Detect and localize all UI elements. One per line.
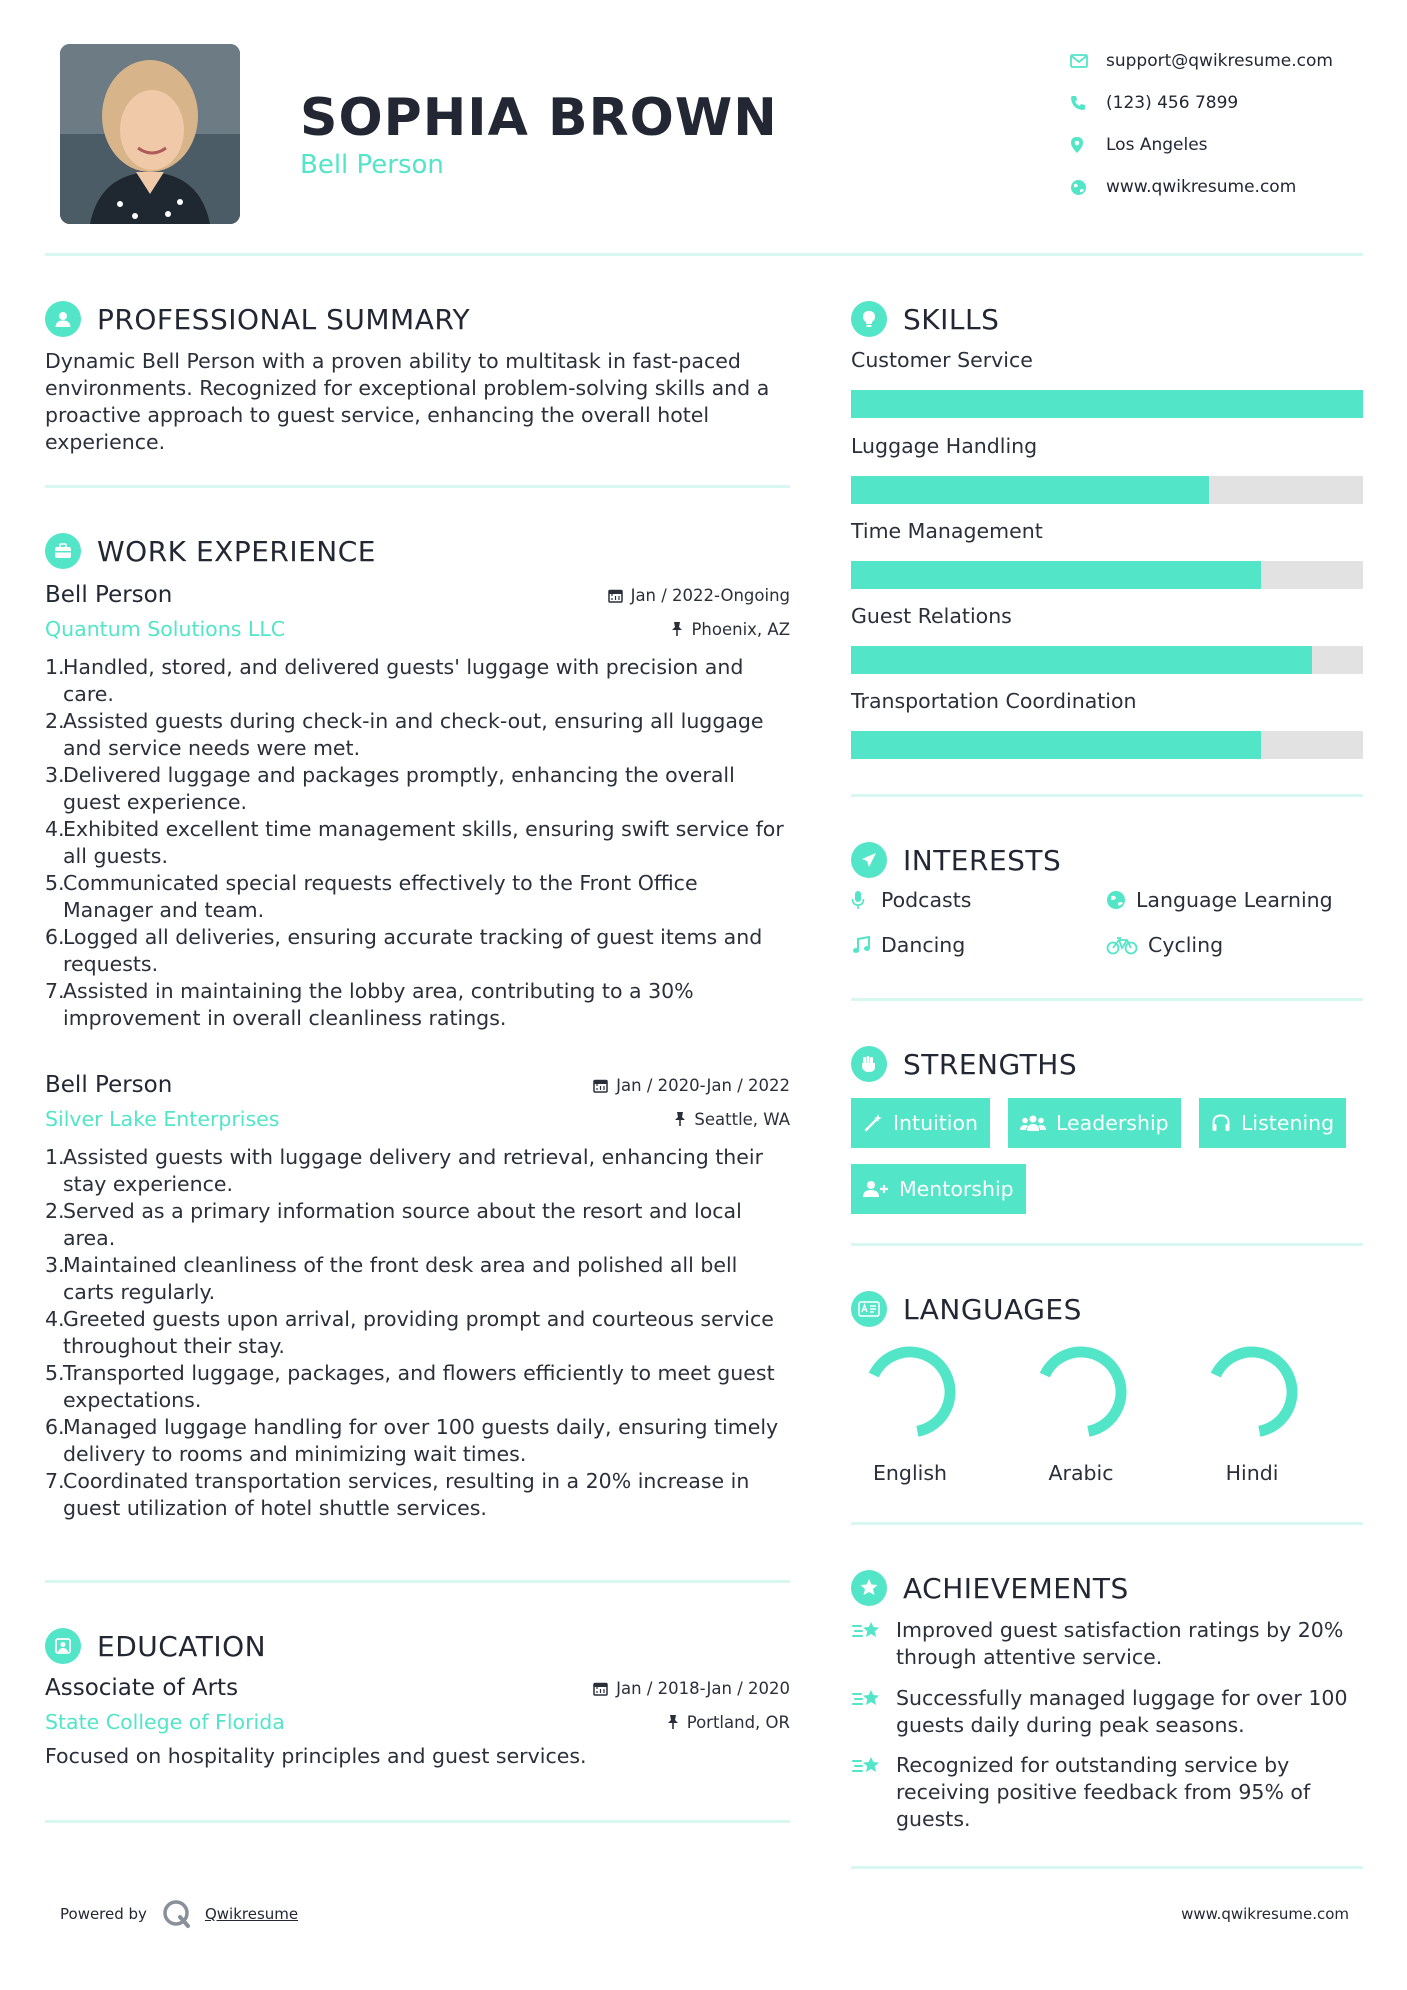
- candidate-name: SOPHIA BROWN: [300, 88, 778, 148]
- achievement-line: guests.: [896, 1807, 971, 1831]
- education-location: [667, 1713, 790, 1732]
- bicycle-icon: [1106, 935, 1148, 955]
- list-item: 4. Exhibited excellent time management skills, ensuring swift service for all guests.: [45, 817, 784, 868]
- interests-title: INTERESTS: [903, 843, 1062, 877]
- globe-icon: [1070, 179, 1106, 196]
- job-company: Quantum Solutions LLC: [45, 617, 286, 641]
- header-divider: [45, 253, 1363, 256]
- qwikresume-logo-icon: [161, 1898, 193, 1930]
- language-ring: [863, 1345, 957, 1439]
- pushpin-icon: [671, 621, 683, 637]
- interests-divider: [851, 998, 1363, 1001]
- shooting-star-icon: [851, 1617, 896, 1671]
- skills-heading: [851, 301, 999, 337]
- skill-item: [851, 434, 1363, 504]
- achievement-line: through attentive service.: [896, 1645, 1163, 1669]
- list-item: 1. Handled, stored, and delivered guests' luggage with precision and care.: [45, 655, 744, 706]
- powered-by-label: Powered by: [60, 1905, 147, 1923]
- skill-bar: [851, 731, 1363, 759]
- achievements-title: ACHIEVEMENTS: [903, 1571, 1129, 1605]
- education-dates-text: Jan / 2018-Jan / 2020: [616, 1678, 790, 1698]
- skill-bar-fill: [851, 561, 1261, 589]
- paper-plane-icon: [851, 842, 887, 878]
- education-heading: [45, 1628, 266, 1664]
- skills-divider: [851, 794, 1363, 797]
- job-location-text: Seattle, WA: [694, 1109, 790, 1129]
- contact-website[interactable]: [1070, 166, 1370, 208]
- pushpin-icon: [667, 1714, 679, 1730]
- footer-website[interactable]: www.qwikresume.com: [1181, 1905, 1349, 1923]
- skill-name: Luggage Handling: [851, 434, 1038, 458]
- job-title: Bell Person: [45, 1072, 173, 1098]
- summary-title: PROFESSIONAL SUMMARY: [97, 302, 471, 336]
- skill-bar: [851, 476, 1363, 504]
- skill-item: [851, 519, 1363, 589]
- envelope-icon: [1070, 54, 1106, 68]
- map-pin-icon: [1070, 136, 1106, 154]
- skill-name: Guest Relations: [851, 604, 1012, 628]
- skill-item: [851, 348, 1363, 418]
- language-card-icon: [851, 1291, 887, 1327]
- strength-mentorship: [851, 1164, 1026, 1214]
- contact-location: [1070, 124, 1370, 166]
- strength-label: Leadership: [1056, 1111, 1169, 1135]
- job-entry-2: [45, 1068, 790, 1522]
- skill-name: Transportation Coordination: [851, 689, 1137, 713]
- degree: Associate of Arts: [45, 1675, 239, 1701]
- shooting-star-icon: [851, 1752, 896, 1833]
- microphone-icon: [851, 890, 881, 910]
- contact-email[interactable]: [1070, 40, 1370, 82]
- pushpin-icon: [674, 1111, 686, 1127]
- location-text: Los Angeles: [1106, 135, 1208, 155]
- skill-item: [851, 689, 1363, 759]
- job-dates: [608, 586, 790, 605]
- achievement-line: guests daily during peak seasons.: [896, 1713, 1245, 1737]
- phone-text: (123) 456 7899: [1106, 93, 1239, 113]
- contact-block: [1070, 40, 1370, 208]
- phone-icon: [1070, 95, 1106, 111]
- strengths-heading: [851, 1046, 1077, 1082]
- skill-bar: [851, 561, 1363, 589]
- magic-wand-icon: [863, 1113, 883, 1133]
- skill-bar: [851, 646, 1363, 674]
- profile-photo: [60, 44, 240, 224]
- strength-intuition: [851, 1098, 990, 1148]
- job-company: Silver Lake Enterprises: [45, 1107, 280, 1131]
- strength-listening: [1199, 1098, 1346, 1148]
- strengths-divider: [851, 1243, 1363, 1246]
- briefcase-icon: [45, 533, 81, 569]
- graduation-cap-icon: [45, 1628, 81, 1664]
- language-ring: [1205, 1345, 1299, 1439]
- education-dates: [593, 1679, 790, 1698]
- list-item: 5. Communicated special requests effectively to the Front Office Manager and team.: [45, 871, 698, 922]
- experience-title: WORK EXPERIENCE: [97, 534, 376, 568]
- languages-title: LANGUAGES: [903, 1292, 1082, 1326]
- list-item: 3. Maintained cleanliness of the front desk area and polished all bell carts regularly.: [45, 1253, 738, 1304]
- award-icon: [851, 1570, 887, 1606]
- interest-label: Cycling: [1148, 933, 1224, 957]
- skill-name: Customer Service: [851, 348, 1033, 372]
- calendar-icon: [593, 1681, 608, 1696]
- language-ring: [1034, 1345, 1128, 1439]
- user-plus-icon: [863, 1179, 889, 1199]
- job-location-text: Phoenix, AZ: [691, 619, 790, 639]
- interest-label: Podcasts: [881, 888, 972, 912]
- list-item: 7. Coordinated transportation services, resulting in a 20% increase in guest utilization of hotel shuttle services.: [45, 1469, 750, 1520]
- user-icon: [45, 301, 81, 337]
- summary-heading: [45, 301, 470, 337]
- qwikresume-link[interactable]: Qwikresume: [204, 1905, 299, 1923]
- headphones-icon: [1211, 1113, 1231, 1133]
- job-dates-text: Jan / 2020-Jan / 2022: [616, 1075, 790, 1095]
- skill-bar-fill: [851, 476, 1209, 504]
- strengths-title: STRENGTHS: [903, 1047, 1078, 1081]
- job-dates-text: Jan / 2022-Ongoing: [630, 585, 790, 605]
- summary-text: [45, 348, 790, 456]
- strength-label: Intuition: [893, 1111, 979, 1135]
- list-item: 5. Transported luggage, packages, and flowers efficiently to meet guest expectations.: [45, 1361, 775, 1412]
- list-item: 6. Managed luggage handling for over 100 guests daily, ensuring timely delivery to rooms and minimizing wait times.: [45, 1415, 779, 1466]
- education-entry: [45, 1671, 790, 1770]
- skill-bar-fill: [851, 731, 1261, 759]
- job-location: [671, 620, 790, 639]
- list-item: 7. Assisted in maintaining the lobby area, contributing to a 30% improvement in overall cleanliness ratings.: [45, 979, 694, 1030]
- education-title: EDUCATION: [97, 1629, 267, 1663]
- education-location-text: Portland, OR: [686, 1712, 790, 1732]
- school: State College of Florida: [45, 1710, 285, 1734]
- summary-line: environments. Recognized for exceptional problem-solving skills and a: [45, 376, 770, 400]
- calendar-icon: [608, 588, 623, 603]
- interest-cycling: [1106, 933, 1223, 957]
- list-item: 2. Assisted guests during check-in and check-out, ensuring all luggage and service needs were met.: [45, 709, 764, 760]
- achievement-item: [851, 1617, 1363, 1671]
- contact-phone[interactable]: [1070, 82, 1370, 124]
- achievement-line: Improved guest satisfaction ratings by 20%: [896, 1618, 1344, 1642]
- interests-heading: [851, 842, 1061, 878]
- music-note-icon: [851, 935, 881, 955]
- languages-divider: [851, 1522, 1363, 1525]
- achievements-divider: [851, 1866, 1363, 1869]
- languages-heading: [851, 1291, 1082, 1327]
- job-dates: [593, 1076, 790, 1095]
- globe-icon: [1106, 890, 1136, 910]
- interest-label: Dancing: [881, 933, 966, 957]
- calendar-icon: [593, 1078, 608, 1093]
- interest-dancing: [851, 933, 965, 957]
- language-name: Arabic: [1048, 1461, 1114, 1485]
- footer-powered-by: [60, 1898, 298, 1930]
- shooting-star-icon: [851, 1685, 896, 1739]
- website-text: www.qwikresume.com: [1106, 177, 1297, 197]
- fist-icon: [851, 1046, 887, 1082]
- language-hindi: [1197, 1345, 1307, 1485]
- skills-title: SKILLS: [903, 302, 1000, 336]
- education-divider: [45, 1820, 790, 1823]
- summary-divider: [45, 485, 790, 488]
- job-entry-1: [45, 578, 790, 1032]
- interest-label: Language Learning: [1136, 888, 1333, 912]
- list-item: 1. Assisted guests with luggage delivery and retrieval, enhancing their stay experience.: [45, 1145, 764, 1196]
- strength-label: Listening: [1241, 1111, 1335, 1135]
- achievement-item: [851, 1685, 1363, 1739]
- language-name: Hindi: [1225, 1461, 1279, 1485]
- job-responsibilities: [45, 1144, 790, 1522]
- language-name: English: [872, 1461, 948, 1485]
- achievements-heading: [851, 1570, 1129, 1606]
- job-title: Bell Person: [45, 582, 173, 608]
- skill-bar-fill: [851, 646, 1312, 674]
- list-item: 6. Logged all deliveries, ensuring accurate tracking of guest items and requests.: [45, 925, 763, 976]
- strength-leadership: [1008, 1098, 1181, 1148]
- language-english: [855, 1345, 965, 1485]
- achievement-line: Recognized for outstanding service by: [896, 1753, 1290, 1777]
- email-text: support@qwikresume.com: [1106, 51, 1333, 71]
- users-icon: [1020, 1113, 1046, 1133]
- achievement-line: receiving positive feedback from 95% of: [896, 1780, 1311, 1804]
- education-description: Focused on hospitality principles and guest services.: [45, 1744, 587, 1768]
- skill-bar-fill: [851, 390, 1363, 418]
- list-item: 2. Served as a primary information source about the resort and local area.: [45, 1199, 742, 1250]
- skill-name: Time Management: [851, 519, 1043, 543]
- experience-heading: [45, 533, 376, 569]
- interest-language-learning: [1106, 888, 1333, 912]
- list-item: 4. Greeted guests upon arrival, providing prompt and courteous service throughout their stay.: [45, 1307, 774, 1358]
- summary-line: experience.: [45, 430, 166, 454]
- interest-podcasts: [851, 888, 971, 912]
- skill-item: [851, 604, 1363, 674]
- summary-line: proactive approach to guest service, enhancing the overall hotel: [45, 403, 710, 427]
- strength-label: Mentorship: [899, 1177, 1014, 1201]
- job-responsibilities: [45, 654, 790, 1032]
- experience-divider: [45, 1580, 790, 1583]
- list-item: 3. Delivered luggage and packages promptly, enhancing the overall guest experience.: [45, 763, 735, 814]
- skill-bar: [851, 390, 1363, 418]
- language-arabic: [1026, 1345, 1136, 1485]
- achievement-line: Successfully managed luggage for over 100: [896, 1686, 1348, 1710]
- summary-line: Dynamic Bell Person with a proven ability to multitask in fast-paced: [45, 349, 741, 373]
- candidate-title: Bell Person: [300, 150, 444, 180]
- job-location: [674, 1110, 790, 1129]
- achievement-item: [851, 1752, 1363, 1833]
- lightbulb-icon: [851, 301, 887, 337]
